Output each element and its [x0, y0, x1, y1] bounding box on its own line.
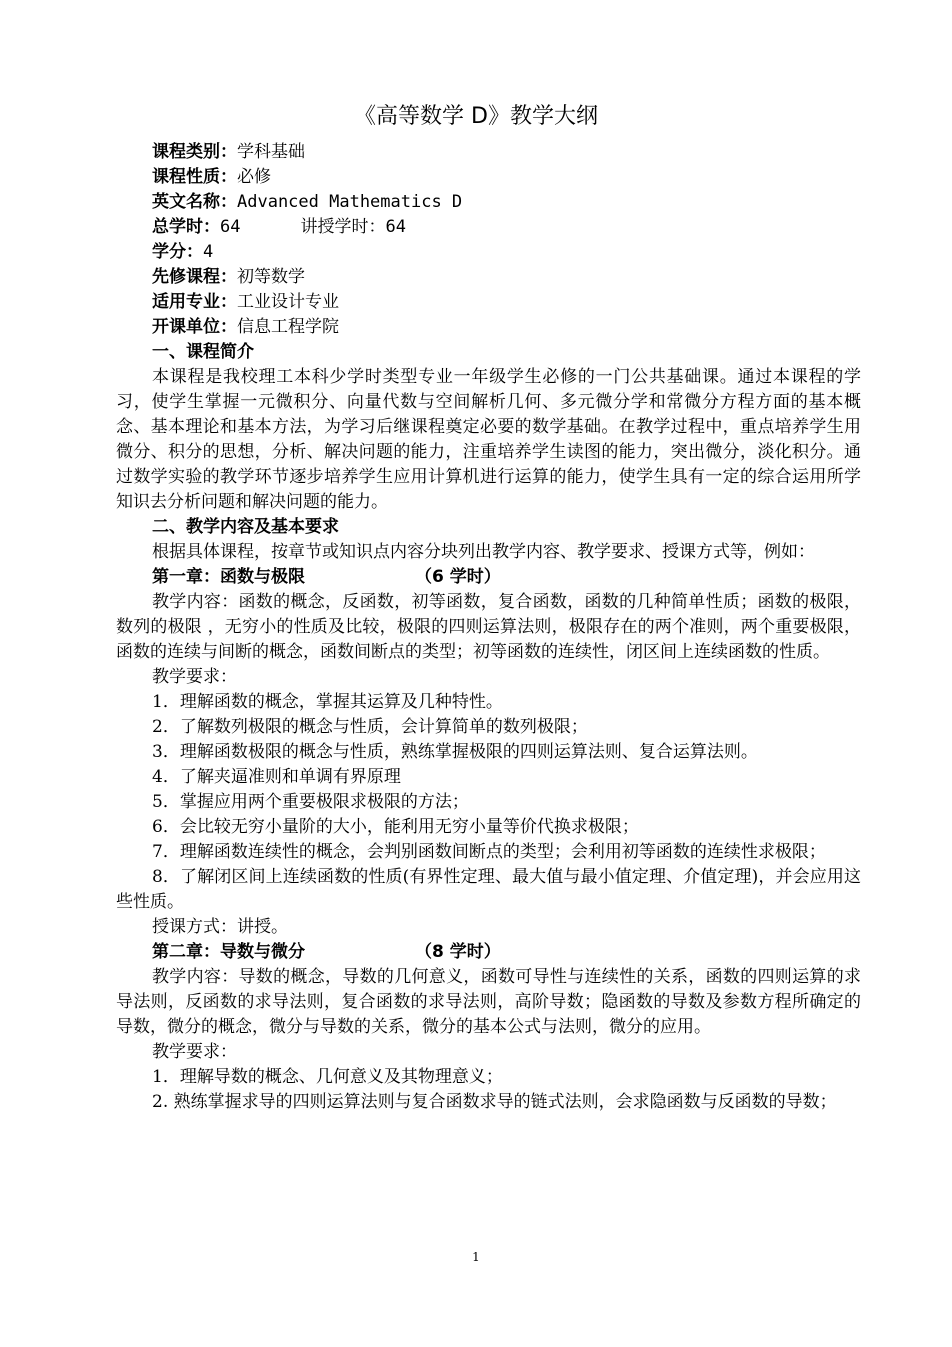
credits-row [152, 240, 852, 265]
chapter2-heading [116, 940, 861, 965]
chapter1-hours: （6 学时） [415, 567, 501, 587]
prereq-value: 初等数学 [237, 267, 305, 287]
chapter2-hours: （8 学时） [415, 942, 501, 962]
chapter1-req-item: 7．理解函数连续性的概念，会判别函数间断点的类型；会利用初等函数的连续性求极限； [152, 842, 826, 862]
lecture-hours-value: 64 [385, 217, 406, 237]
hours-row [152, 215, 852, 240]
chapter1-req-item: 5．掌握应用两个重要极限求极限的方法； [152, 792, 469, 812]
content-paragraph: 根据具体课程，按章节或知识点内容分块列出教学内容、教学要求、授课方式等，例如： [152, 542, 815, 562]
english-value: Advanced Mathematics D [237, 192, 463, 212]
nature-label: 课程性质： [152, 167, 237, 187]
course-category-row [152, 140, 852, 165]
major-row [152, 290, 852, 315]
unit-value: 信息工程学院 [237, 317, 339, 337]
credits-label: 学分： [152, 242, 203, 262]
total-hours-value: 64 [220, 217, 241, 237]
credits-value: 4 [203, 242, 214, 262]
chapter2-req-item: 2. 熟练掌握求导的四则运算法则与复合函数求导的链式法则，会求隐函数与反函数的导数； [152, 1092, 837, 1112]
chapter1-req-item: 4．了解夹逼准则和单调有界原理 [152, 767, 401, 787]
chapter1-heading [116, 565, 861, 590]
chapter1-req-item: 2．了解数列极限的概念与性质，会计算简单的数列极限； [152, 717, 588, 737]
chapter1-req-label: 教学要求： [152, 667, 237, 687]
chapter1-req-item: 6．会比较无穷小量阶的大小，能利用无穷小量等价代换求极限； [152, 817, 639, 837]
chapter2-req-item: 1．理解导数的概念、几何意义及其物理意义； [152, 1067, 503, 1087]
chapter1-method: 授课方式：讲授。 [152, 917, 288, 937]
english-label: 英文名称： [152, 192, 237, 212]
chapter1-content: 教学内容：函数的概念，反函数，初等函数，复合函数，函数的几种简单性质；函数的极限，数列的极限 ，无穷小的性质及比较，极限的四则运算法则，极限存在的两个准则，两个重要极限，函数的连续与间断的概念，函数间断点的类型；初等函数的连续性，闭区间上连续函数的性质。 [116, 592, 861, 662]
english-name-row [152, 190, 852, 215]
prereq-row [152, 265, 852, 290]
page-number: 1 [472, 1250, 480, 1264]
lecture-hours-label: 讲授学时： [300, 217, 386, 237]
prereq-label: 先修课程： [152, 267, 237, 287]
category-label: 课程类别： [152, 142, 237, 162]
chapter2-title: 第二章：导数与微分 [152, 942, 305, 962]
nature-value: 必修 [237, 167, 271, 187]
category-value: 学科基础 [237, 142, 305, 162]
chapter1-req-item: 3．理解函数极限的概念与性质，熟练掌握极限的四则运算法则、复合运算法则。 [152, 742, 758, 762]
course-info [152, 140, 852, 340]
chapter2-req-label: 教学要求： [152, 1042, 237, 1062]
chapter2-content: 教学内容：导数的概念，导数的几何意义，函数可导性与连续性的关系，函数的四则运算的求导法则，反函数的求导法则，复合函数的求导法则，高阶导数；隐函数的导数及参数方程所确定的导数，微分的概念，微分与导数的关系，微分的基本公式与法则，微分的应用。 [116, 967, 861, 1037]
section-heading-intro: 一、课程简介 [152, 342, 254, 362]
chapter1-req-item: 1．理解函数的概念，掌握其运算及几种特性。 [152, 692, 503, 712]
major-label: 适用专业： [152, 292, 237, 312]
intro-paragraph: 本课程是我校理工本科少学时类型专业一年级学生必修的一门公共基础课。通过本课程的学习，使学生掌握一元微积分、向量代数与空间解析几何、多元微分学和常微分方程方面的基本概念、基本理论和基本方法，为学习后继课程奠定必要的数学基础。在教学过程中，重点培养学生用微分、积分的思想，分析、解决问题的能力，注重培养学生读图的能力，突出微分，淡化积分。通过数学实验的教学环节逐步培养学生应用计算机进行运算的能力，使学生具有一定的综合运用所学知识去分析问题和解决问题的能力。 [116, 367, 861, 512]
unit-label: 开课单位： [152, 317, 237, 337]
unit-row [152, 315, 852, 340]
section-heading-content: 二、教学内容及基本要求 [152, 517, 339, 537]
course-nature-row [152, 165, 852, 190]
document-title: 《高等数学 D》教学大纲 [354, 104, 598, 129]
chapter1-title: 第一章：函数与极限 [152, 567, 305, 587]
total-hours-label: 总学时： [152, 217, 220, 237]
major-value: 工业设计专业 [237, 292, 339, 312]
chapter1-req-item: 8．了解闭区间上连续函数的性质(有界性定理、最大值与最小值定理、介值定理)，并会应用这些性质。 [116, 867, 861, 912]
document-body [116, 340, 861, 1115]
